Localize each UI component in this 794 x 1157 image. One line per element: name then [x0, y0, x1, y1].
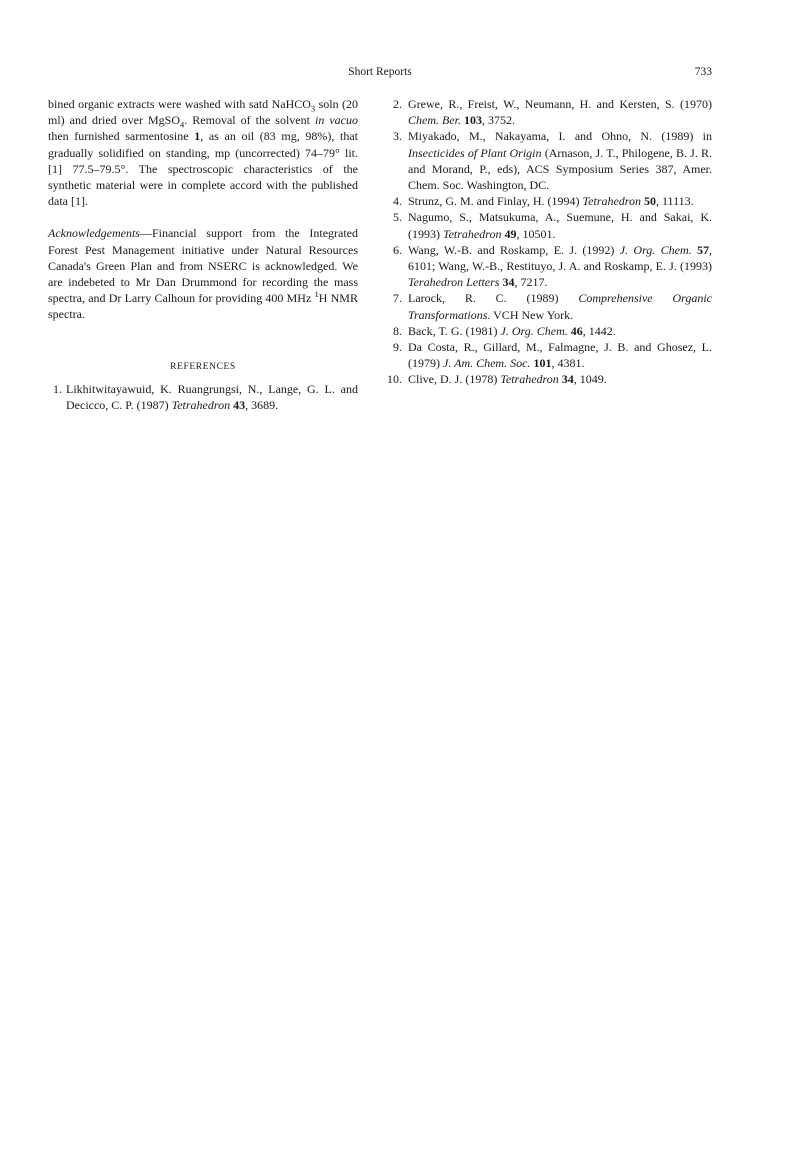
- text-run: Likhitwitayawuid, K. Ruangrungsi, N., Lange, G. L. and Decicco, C. P. (1987): [66, 381, 358, 413]
- page-number: 733: [694, 66, 712, 78]
- text-run: then furnished sarmentosine: [48, 129, 195, 144]
- text-run: , 7217.: [514, 275, 548, 290]
- journal-name: J. Org. Chem.: [500, 323, 568, 338]
- volume: 57: [697, 242, 709, 257]
- reference-number: 6.: [393, 242, 402, 257]
- reference-number: 10.: [387, 372, 402, 387]
- acknowledgements-paragraph: [48, 225, 358, 322]
- journal-name: Terahedron Letters: [408, 275, 500, 290]
- journal-name: J. Am. Chem. Soc.: [443, 356, 531, 371]
- volume: 34: [561, 372, 574, 387]
- journal-name: Tetrahedron: [582, 194, 641, 209]
- text-run: , as an oil (83 mg, 98%), that gradually solidified on standing, mp (uncorrected) 74–79° lit. [1] 77.5–79.5°. The spectroscopic characteristics of the synthetic material were in complete accord with the published data [1].: [48, 129, 358, 209]
- subscript: 4: [180, 119, 185, 130]
- reference-number: 3.: [393, 129, 402, 144]
- text-run: Back, T. G. (1981): [408, 323, 501, 338]
- reference-item: [384, 339, 712, 371]
- reference-number: 9.: [393, 340, 402, 355]
- reference-number: 4.: [393, 194, 402, 209]
- text-run: . Removal of the solvent: [184, 113, 315, 128]
- text-run: . VCH New York.: [487, 307, 574, 322]
- left-column: [48, 96, 358, 413]
- text-run: Grewe, R., Freist, W., Neumann, H. and Kersten, S. (1970): [408, 97, 712, 111]
- journal-name: J. Org. Chem.: [619, 242, 692, 257]
- book-title: Insecticides of Plant Origin: [408, 145, 542, 160]
- italic-text: in vacuo: [314, 113, 358, 128]
- text-run: , 10501.: [516, 226, 556, 241]
- reference-item: [384, 209, 712, 241]
- volume: 103: [464, 113, 482, 128]
- right-column: [384, 96, 712, 388]
- text-run: Nagumo, S., Matsukuma, A., Suemune, H. and Sakai, K. (1993): [408, 210, 712, 241]
- volume: 50: [644, 194, 656, 209]
- journal-name: Tetrahedron: [500, 372, 559, 387]
- reference-number: 8.: [393, 323, 402, 338]
- volume: 43: [233, 398, 246, 413]
- reference-number: 7.: [393, 291, 402, 306]
- reference-number: 2.: [393, 97, 402, 111]
- reference-number: 1.: [53, 381, 62, 396]
- text-run: , 3752.: [482, 113, 515, 128]
- text-run: , 4381.: [551, 356, 585, 371]
- body-paragraph: [48, 96, 358, 209]
- journal-name: Chem. Ber.: [408, 113, 461, 128]
- reference-item: [384, 371, 712, 387]
- running-title: Short Reports: [348, 66, 412, 78]
- reference-item: [48, 381, 358, 413]
- reference-item: [384, 323, 712, 339]
- text-run: Strunz, G. M. and Finlay, H. (1994): [408, 194, 583, 209]
- text-run: Wang, W.-B. and Roskamp, E. J. (1992): [408, 242, 620, 257]
- journal-name: Tetrahedron: [171, 398, 231, 413]
- reference-item: [384, 290, 712, 322]
- text-run: H NMR spectra.: [48, 291, 358, 322]
- text-run: Miyakado, M., Nakayama, I. and Ohno, N. (1989) in: [408, 129, 712, 144]
- text-run: Larock, R. C. (1989): [408, 291, 579, 306]
- text-run: , 11113.: [656, 194, 694, 209]
- acknowledgements-label: Acknowledgements: [48, 226, 140, 241]
- text-run: , 6101; Wang, W.-B., Restituyo, J. A. and Roskamp, E. J. (1993): [408, 242, 712, 274]
- volume: 101: [533, 356, 552, 371]
- text-run: (Arnason, J. T., Philogene, B. J. R. and Morand, P., eds), ACS Symposium Series 387, Amer. Chem. Soc. Washington, DC.: [408, 145, 713, 193]
- reference-item: [384, 242, 712, 291]
- volume: 46: [570, 323, 583, 338]
- text-run: soln (20 ml) and dried over MgSO: [48, 97, 358, 128]
- text-run: , 1442.: [582, 323, 616, 338]
- running-head: [48, 66, 712, 82]
- book-title: Comprehensive Organic Transformations: [408, 291, 712, 322]
- journal-name: Tetrahedron: [443, 226, 502, 241]
- text-run: Financial support from the Integrated Forest Pest Management initiative under Natural Resources Canada's Green Plan and from NSERC is acknowledged. We are indebeted to Mr Dan Drummond for recording the mass spectra, and Dr Larry Calhoun for providing 400 MHz: [48, 226, 358, 306]
- text-run: , 1049.: [573, 372, 607, 387]
- text-run: bined organic extracts were washed with satd NaHCO: [48, 97, 311, 111]
- volume: 49: [504, 226, 517, 241]
- superscript: 1: [314, 289, 319, 300]
- text-run: , 3689.: [245, 398, 279, 413]
- reference-item: [384, 193, 712, 209]
- reference-item: [384, 96, 712, 128]
- text-run: Da Costa, R., Gillard, M., Falmagne, J. B. and Ghosez, L.(1979): [408, 340, 712, 371]
- references-heading: REFERENCES: [170, 361, 236, 372]
- compound-number: 1: [194, 129, 201, 144]
- reference-number: 5.: [393, 210, 402, 225]
- subscript: 3: [310, 103, 316, 114]
- text-run: Clive, D. J. (1978): [408, 372, 501, 387]
- volume: 34: [502, 275, 515, 290]
- reference-item: [384, 128, 712, 193]
- dash: —: [139, 226, 152, 241]
